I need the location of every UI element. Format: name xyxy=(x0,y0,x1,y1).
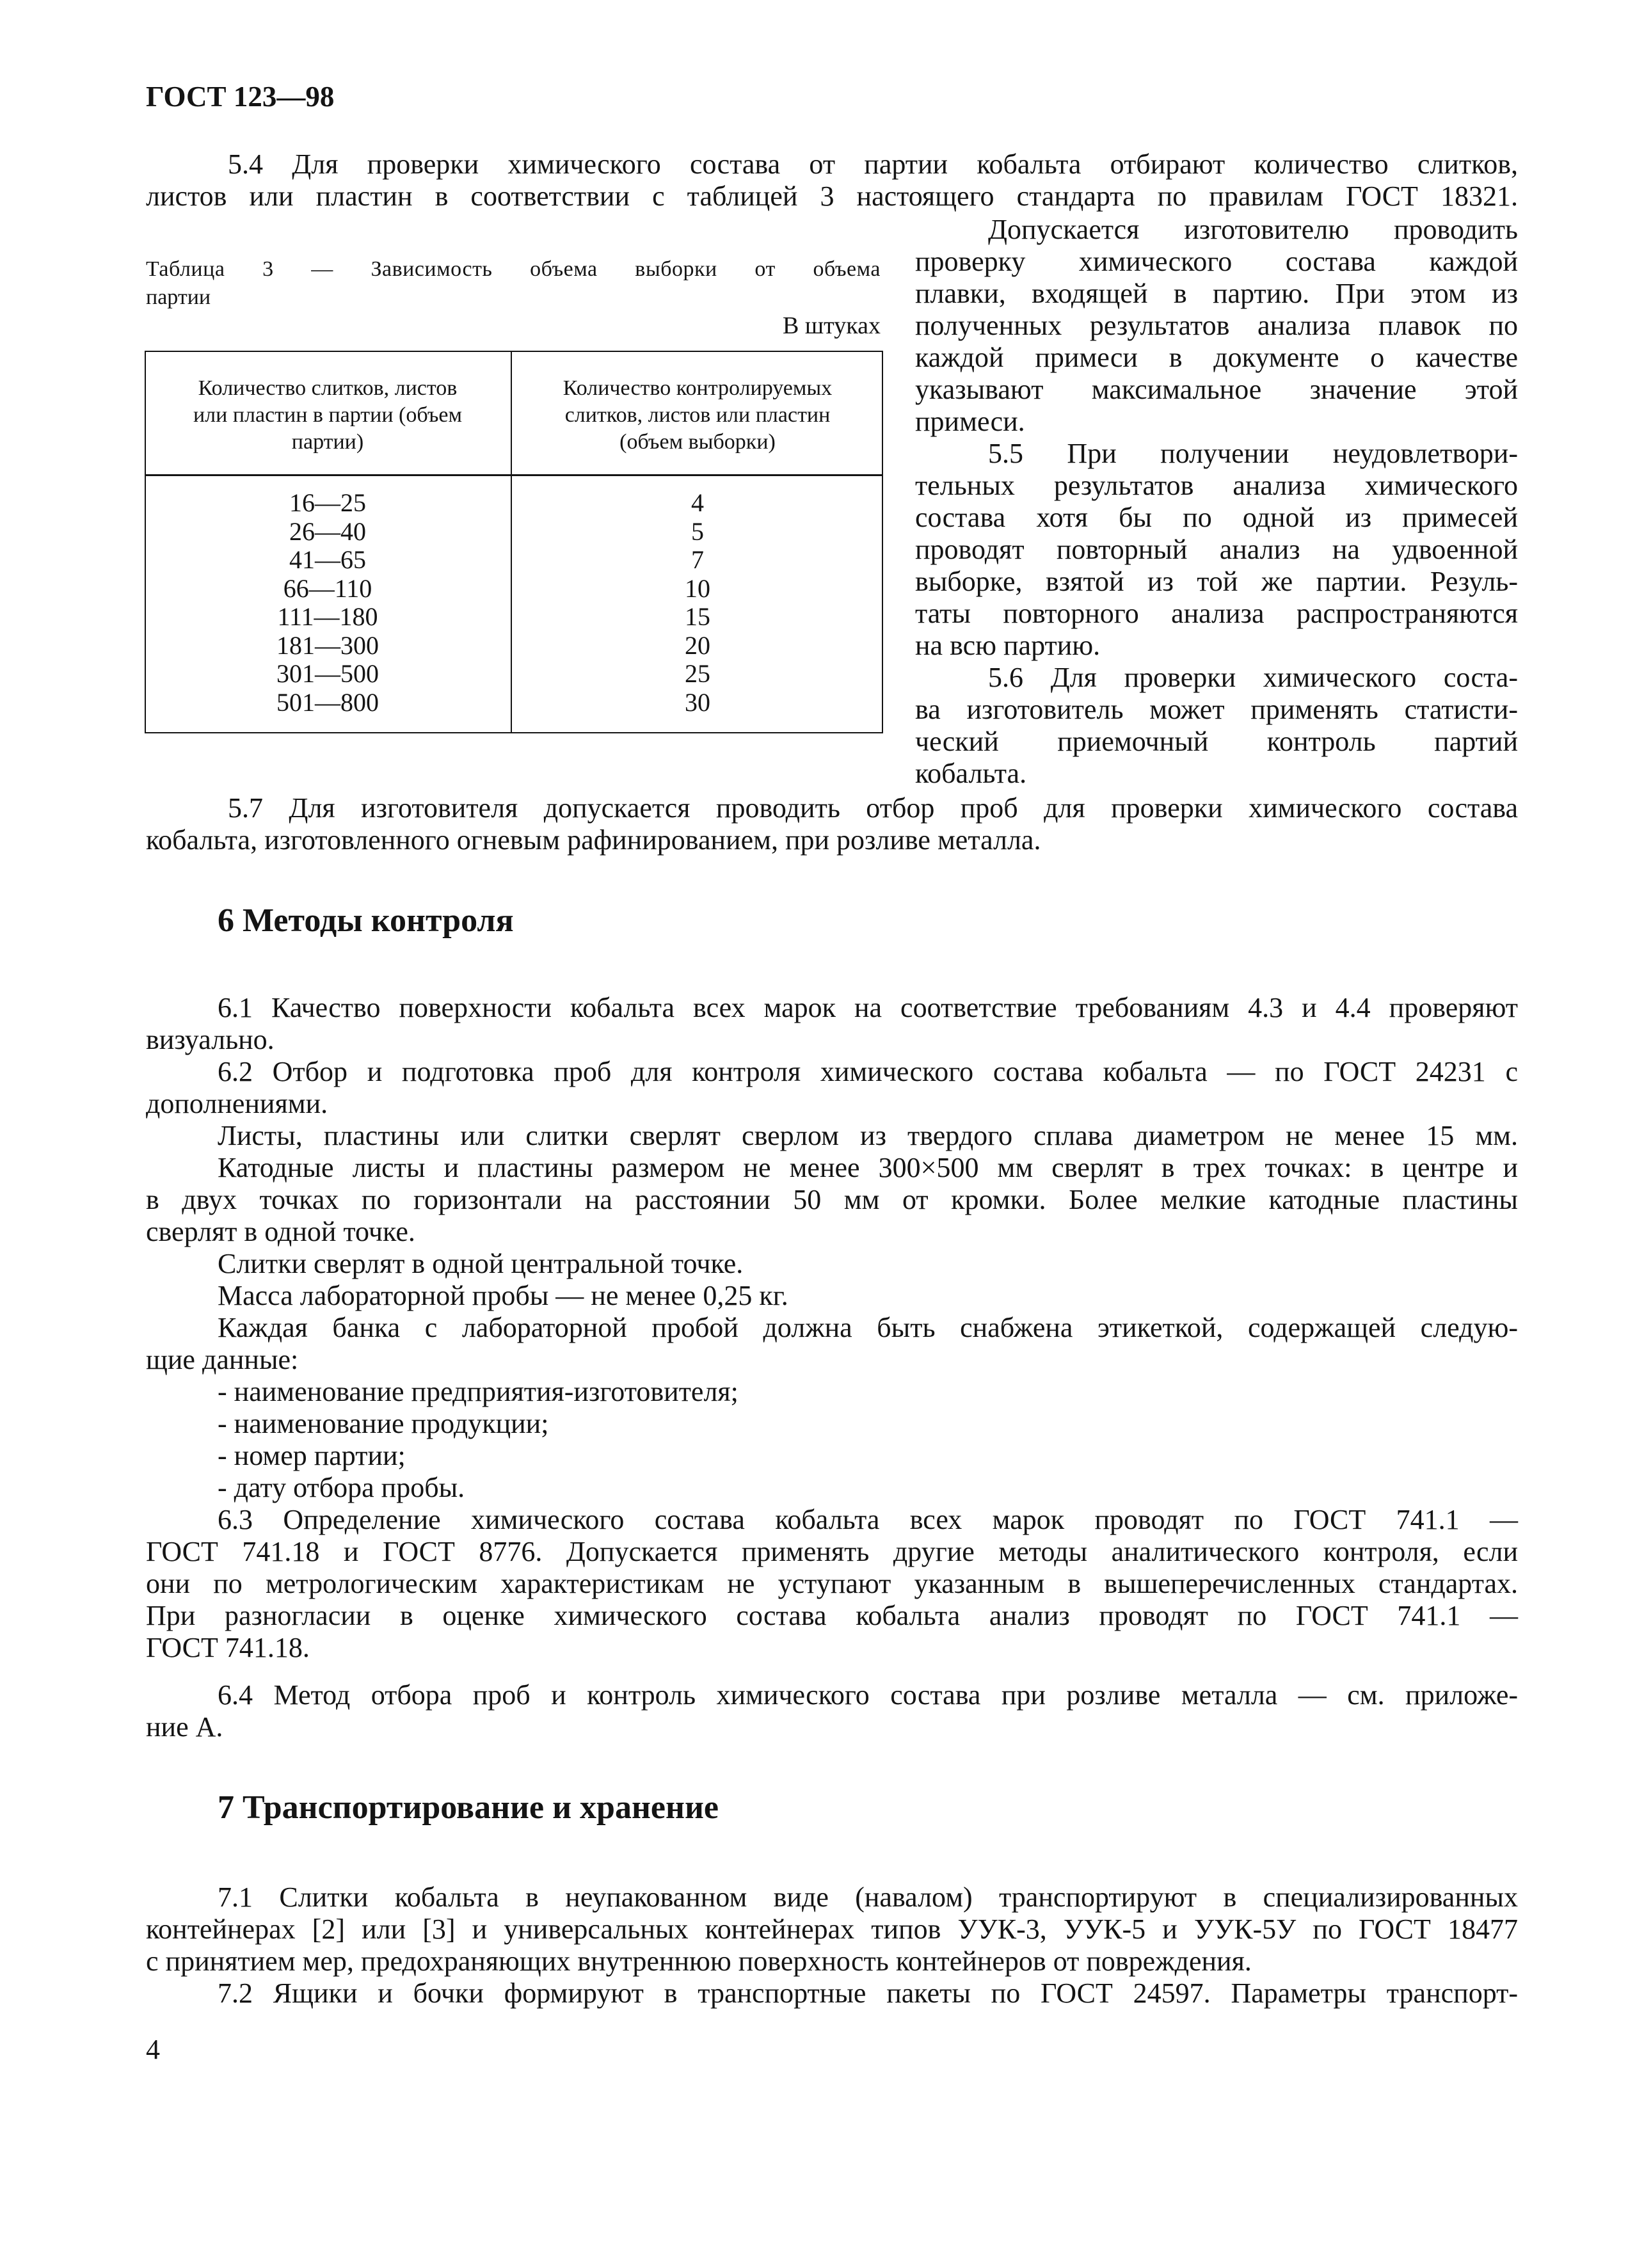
list-item: - наименование продукции; xyxy=(218,1408,549,1439)
section-7-heading: 7 Транспортирование и хранение xyxy=(218,1789,719,1826)
document-header: ГОСТ 123—98 xyxy=(146,81,335,113)
body-line: ГОСТ 741.18. xyxy=(146,1632,310,1663)
body-line: в двух точках по горизонтали на расстоянии 50 мм от кромки. Более мелкие катодные пластины xyxy=(146,1184,1518,1215)
body-line: 6.3 Определение химического состава кобальта всех марок проводят по ГОСТ 741.1 — xyxy=(218,1504,1518,1535)
table-cell: 5 xyxy=(691,516,704,546)
table-cell: 501—800 xyxy=(276,687,379,717)
list-item: - наименование предприятия-изготовителя; xyxy=(218,1376,738,1407)
body-line: дополнениями. xyxy=(146,1088,328,1119)
body-line: Катодные листы и пластины размером не менее 300×500 мм сверлят в трех точках: в центре и xyxy=(218,1152,1518,1183)
body-line: Каждая банка с лабораторной пробой должна быть снабжена этикеткой, содержащей следую- xyxy=(218,1312,1518,1343)
table-cell: 16—25 xyxy=(289,488,366,517)
body-line: Листы, пластины или слитки сверлят сверлом из твердого сплава диаметром не менее 15 мм. xyxy=(218,1120,1518,1151)
right-line: проверку химического состава каждой xyxy=(915,246,1518,277)
col1-header-line: или пластин в партии (объем xyxy=(193,403,463,427)
right-line: Допускается изготовителю проводить xyxy=(988,214,1518,245)
page-number: 4 xyxy=(146,2034,160,2065)
right-line: выборке, взятой из той же партии. Резуль- xyxy=(915,566,1518,597)
right-line: тельных результатов анализа химического xyxy=(915,470,1518,501)
table-caption-line-2: партии xyxy=(146,285,211,309)
right-line: таты повторного анализа распространяются xyxy=(915,598,1518,629)
body-line: с принятием мер, предохраняющих внутреннюю поверхность контейнеров от повреждения. xyxy=(146,1945,1252,1977)
col2-header-line: Количество контролируемых xyxy=(563,376,833,400)
col2-header-line: слитков, листов или пластин xyxy=(564,403,831,427)
table-col2-values xyxy=(512,489,883,717)
paragraph-5-7-line-1: 5.7 Для изготовителя допускается проводить отбор проб для проверки химического состава xyxy=(228,792,1518,824)
table-cell: 41—65 xyxy=(289,545,366,574)
table-cell: 181—300 xyxy=(276,630,379,660)
col1-header-line: партии) xyxy=(291,430,364,454)
body-line: визуально. xyxy=(146,1024,275,1055)
body-line: контейнерах [2] или [3] и универсальных контейнерах типов УУК-3, УУК-5 и УУК-5У по ГОСТ 18477 xyxy=(146,1913,1518,1945)
right-line: ва изготовитель может применять статисти- xyxy=(915,694,1518,725)
table-cell: 20 xyxy=(685,630,710,660)
table-3 xyxy=(145,351,883,733)
right-line: ческий приемочный контроль партий xyxy=(915,726,1518,757)
body-line: При разногласии в оценке химического состава кобальта анализ проводят по ГОСТ 741.1 — xyxy=(146,1600,1518,1631)
col1-header-line: Количество слитков, листов xyxy=(198,376,458,400)
table-cell: 4 xyxy=(691,488,704,517)
body-line: 7.2 Ящики и бочки формируют в транспортные пакеты по ГОСТ 24597. Параметры транспорт- xyxy=(218,1977,1518,2009)
table-cell: 111—180 xyxy=(277,602,378,631)
right-line: состава хотя бы по одной из примесей xyxy=(915,502,1518,533)
right-line: указывают максимальное значение этой xyxy=(915,374,1518,405)
list-item: - номер партии; xyxy=(218,1440,406,1471)
right-line: каждой примеси в документе о качестве xyxy=(915,342,1518,373)
right-line: 5.5 При получении неудовлетвори- xyxy=(988,438,1518,469)
table-header-divider xyxy=(145,474,883,476)
body-line: 6.1 Качество поверхности кобальта всех марок на соответствие требованиям 4.3 и 4.4 проверяют xyxy=(218,992,1518,1023)
table-cell: 66—110 xyxy=(283,573,372,603)
body-line: щие данные: xyxy=(146,1344,299,1375)
table-cell: 301—500 xyxy=(276,659,379,688)
right-line: полученных результатов анализа плавок по xyxy=(915,310,1518,341)
right-line: кобальта. xyxy=(915,758,1027,789)
table-cell: 7 xyxy=(691,545,704,574)
body-line: они по метрологическим характеристикам не уступают указанным в вышеперечисленных стандартах. xyxy=(146,1568,1518,1599)
right-line: проводят повторный анализ на удвоенной xyxy=(915,534,1518,565)
body-line: 6.4 Метод отбора проб и контроль химического состава при розливе металла — см. приложе- xyxy=(218,1679,1518,1711)
section-6-heading: 6 Методы контроля xyxy=(218,902,514,939)
body-line: 7.1 Слитки кобальта в неупакованном виде (навалом) транспортируют в специализированных xyxy=(218,1881,1518,1913)
table-unit: В штуках xyxy=(783,312,881,339)
body-line: ГОСТ 741.18 и ГОСТ 8776. Допускается применять другие методы аналитического контроля, если xyxy=(146,1536,1518,1567)
list-item: - дату отбора пробы. xyxy=(218,1472,465,1503)
body-line: 6.2 Отбор и подготовка проб для контроля химического состава кобальта — по ГОСТ 24231 с xyxy=(218,1056,1518,1087)
table-cell: 26—40 xyxy=(289,516,366,546)
table-cell: 10 xyxy=(685,573,710,603)
table-cell: 25 xyxy=(685,659,710,688)
paragraph-5-4-line-1: 5.4 Для проверки химического состава от партии кобальта отбирают количество слитков, xyxy=(228,148,1518,180)
right-line: 5.6 Для проверки химического соста- xyxy=(988,662,1518,693)
table-cell: 15 xyxy=(685,602,710,631)
table-cell: 30 xyxy=(685,687,710,717)
table-col1-values xyxy=(145,489,511,717)
table-caption-line-1: Таблица 3 — Зависимость объема выборки от объема xyxy=(146,257,881,281)
body-line: Масса лабораторной пробы — не менее 0,25 кг. xyxy=(218,1280,788,1311)
body-line: сверлят в одной точке. xyxy=(146,1216,415,1247)
right-line: на всю партию. xyxy=(915,630,1101,661)
table-col1-header xyxy=(145,375,511,456)
right-line: плавки, входящей в партию. При этом из xyxy=(915,278,1518,309)
right-line: примеси. xyxy=(915,406,1025,437)
paragraph-5-7-line-2: кобальта, изготовленного огневым рафинированием, при розливе металла. xyxy=(146,824,1041,856)
body-line: ние А. xyxy=(146,1711,223,1743)
body-line: Слитки сверлят в одной центральной точке. xyxy=(218,1248,744,1279)
table-col2-header xyxy=(512,375,883,456)
col2-header-line: (объем выборки) xyxy=(619,430,776,454)
paragraph-5-4-line-2: листов или пластин в соответствии с таблицей 3 настоящего стандарта по правилам ГОСТ 18321. xyxy=(146,180,1518,212)
